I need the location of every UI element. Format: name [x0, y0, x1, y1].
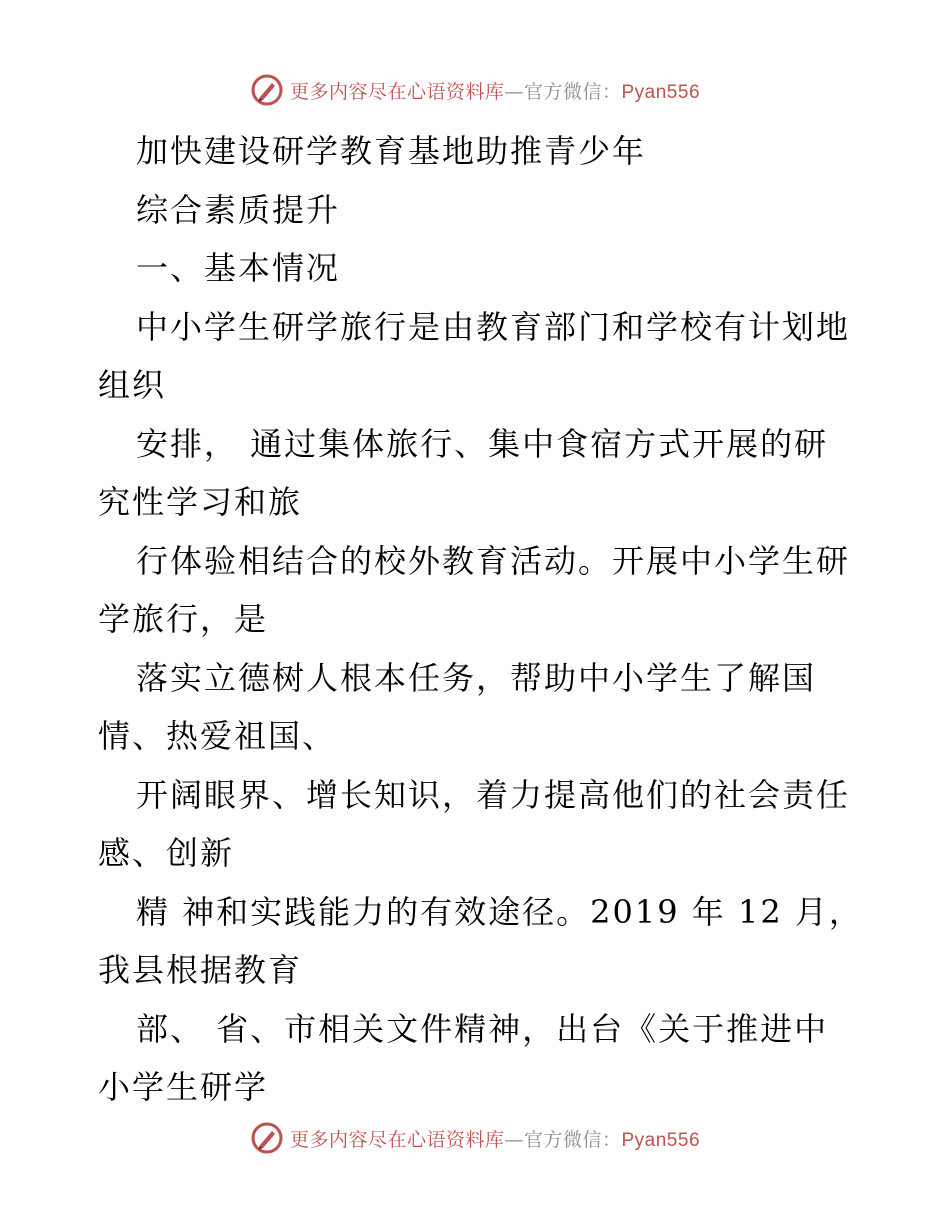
watermark-dash: —: [504, 80, 524, 103]
paragraph-line: 感、创新: [98, 834, 235, 872]
pen-logo-icon: [250, 73, 284, 107]
paragraph-line: 学旅行，是: [98, 600, 269, 638]
doc-title-line-2: 综合素质提升: [136, 190, 341, 229]
paragraph-line: 安排， 通过集体旅行、集中食宿方式开展的研: [136, 424, 829, 463]
watermark-official: 官方微信：: [523, 1128, 622, 1151]
watermark-wechat-id: Pyan556: [621, 1129, 701, 1151]
paragraph-line: 中小学生研学旅行是由教育部门和学校有计划地: [136, 307, 851, 346]
paragraph-line: 落实立德树人根本任务，帮助中小学生了解国: [136, 658, 817, 697]
paragraph-line: 究性学习和旅: [98, 483, 303, 521]
watermark-brand: 更多内容尽在心语资料库: [289, 80, 505, 103]
paragraph-line: 情、热爱祖国、: [98, 717, 337, 755]
paragraph-line: 开阔眼界、增长知识，着力提高他们的社会责任: [136, 775, 851, 814]
doc-title-line-1: 加快建设研学教育基地助推青少年: [136, 132, 647, 170]
watermark-wechat-id: Pyan556: [621, 81, 701, 103]
watermark-text: [290, 1125, 700, 1152]
watermark-dash: —: [504, 1128, 524, 1151]
watermark-brand: 更多内容尽在心语资料库: [289, 1128, 505, 1151]
header-watermark: [0, 68, 950, 112]
footer-watermark: [0, 1116, 950, 1160]
document-body: [98, 122, 898, 1117]
section-heading: 一、基本情况: [136, 249, 341, 287]
watermark-official: 官方微信：: [523, 80, 622, 103]
paragraph-line: 我县根据教育: [98, 951, 303, 989]
watermark-text: [290, 77, 700, 104]
paragraph-line: 小学生研学: [98, 1068, 269, 1106]
paragraph-line: 部、 省、市相关文件精神，出台《关于推进中: [136, 1009, 829, 1048]
paragraph-line: 精 神和实践能力的有效途径。2019 年 12 月，: [136, 892, 863, 931]
paragraph-line: 组织: [98, 366, 167, 404]
paragraph-line: 行体验相结合的校外教育活动。开展中小学生研: [136, 541, 851, 580]
pen-logo-icon: [250, 1121, 284, 1155]
